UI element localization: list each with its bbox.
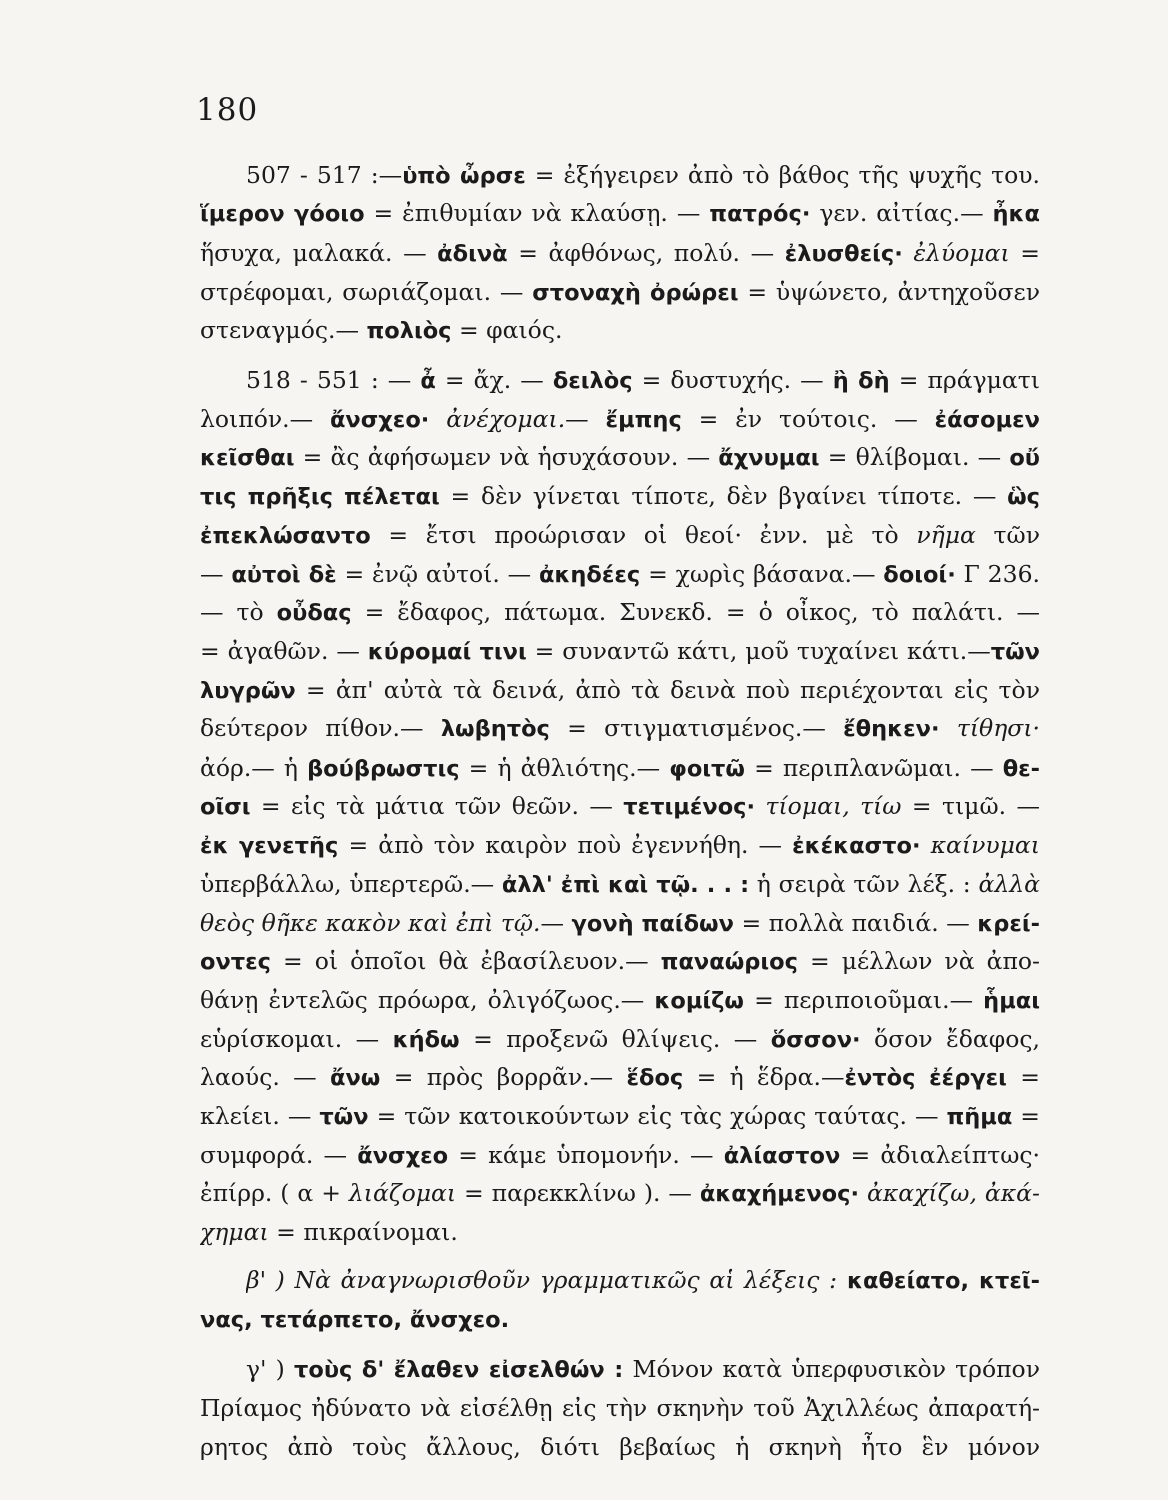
- gloss-text: ἡ σειρὰ τῶν λέξ. :: [749, 870, 979, 898]
- gloss-text: = ἐν τούτοις. —: [681, 405, 935, 433]
- gloss-text: λαούς. —: [200, 1063, 331, 1091]
- gloss-text: θάνῃ ἐντελῶς πρόωρα, ὀλιγόζωος.—: [200, 986, 655, 1014]
- text-line: [200, 1140, 1040, 1170]
- gloss-text: = περιποιοῦμαι.—: [744, 986, 984, 1014]
- gloss-text: = περιπλανῶμαι. —: [744, 754, 1003, 782]
- text-line: [200, 1217, 1040, 1247]
- gloss-text: ἀόρ.— ἡ: [200, 754, 308, 782]
- gloss-text: = ἐνῷ αὐτοί. —: [336, 560, 539, 588]
- headword: ἕδος: [626, 1065, 684, 1091]
- text-line: [200, 1432, 1040, 1462]
- headword: τῶν: [319, 1104, 369, 1130]
- gloss-text: ἥσυχα, μαλακά. —: [200, 239, 438, 267]
- headword: πολιὸς: [366, 318, 452, 344]
- headword: ἀκαχήμενος·: [699, 1181, 860, 1207]
- gloss-text: = ἀγαθῶν. —: [200, 637, 368, 665]
- gloss-text: = τῶν κατοικούντων εἰς τὰς χώρας ταύτας. —: [368, 1102, 947, 1130]
- gloss-text: Μόνον κατὰ ὑπερφυσικὸν τρόπον: [632, 1355, 1040, 1383]
- gloss-text: = ἐξήγειρεν ἀπὸ τὸ βάθος τῆς ψυχῆς του.: [534, 161, 1040, 189]
- text-line: [200, 1178, 1040, 1208]
- gloss-text: = μέλλων νὰ ἀπο-: [797, 947, 1040, 975]
- headword: κεῖσθαι: [200, 445, 295, 471]
- text-line: [246, 1354, 1040, 1384]
- headword: ἐλυσθείς·: [784, 241, 903, 267]
- headword: ἔμπης: [605, 407, 682, 433]
- headword: ἦκα: [992, 201, 1040, 227]
- gloss-text: =: [1009, 239, 1040, 267]
- text-line: [200, 404, 1040, 434]
- gloss-text: = ἂς ἀφήσωμεν νὰ ἡσυχάσουν. —: [294, 443, 719, 471]
- text-line: [200, 1101, 1040, 1131]
- headword: ἐντὸς ἐέργει: [844, 1065, 1007, 1091]
- gloss-text: στρέφομαι, σωριάζομαι. —: [200, 278, 533, 306]
- headword: ἄχνυμαι: [718, 445, 820, 471]
- italic-form: λιάζομαι: [348, 1179, 457, 1207]
- text-line: [200, 315, 1040, 345]
- headword: ἵμερον γόοιο: [200, 201, 365, 227]
- headword: ἐκ γενετῆς: [200, 833, 339, 859]
- text-line: [200, 1062, 1040, 1092]
- italic-form: ἀκαχίζω, ἀκά-: [859, 1179, 1040, 1207]
- text-line: [200, 830, 1040, 860]
- text-line: [200, 520, 1040, 550]
- text-line: [200, 869, 1040, 899]
- headword: δειλὸς: [552, 368, 633, 394]
- text-line: [200, 1024, 1040, 1054]
- gloss-text: = ἐπιθυμίαν νὰ κλαύσῃ. —: [364, 199, 710, 227]
- italic-form: ἐλύομαι: [902, 239, 1010, 267]
- gloss-text: = ἄχ. —: [435, 366, 553, 394]
- gloss-text: = πράγματι: [889, 366, 1040, 394]
- headword: ἧμαι: [983, 988, 1040, 1014]
- italic-form: τίθησι·: [939, 714, 1040, 742]
- text-line: [200, 636, 1040, 666]
- gloss-text: = φαιός.: [451, 316, 563, 344]
- gloss-text: = θλίβομαι. —: [819, 443, 1010, 471]
- gloss-text: συμφορά. —: [200, 1141, 358, 1169]
- headword: κύρομαί τινι: [367, 639, 527, 665]
- gloss-text: 518 - 551 : —: [246, 366, 421, 394]
- italic-form: ἀλλὰ: [978, 870, 1040, 898]
- gloss-text: λοιπόν.—: [200, 405, 330, 433]
- gloss-text: 507 - 517 :—: [246, 161, 403, 189]
- gloss-text: = ἀφθόνως, πολύ. —: [507, 239, 785, 267]
- headword: οῖσι: [200, 794, 251, 820]
- headword: νας, τετάρπετο, ἄνσχεο.: [200, 1307, 510, 1333]
- headword: αὐτοὶ δὲ: [231, 562, 337, 588]
- gloss-text: = συναντῶ κάτι, μοῦ τυχαίνει κάτι.—: [526, 637, 991, 665]
- headword: ἆ: [420, 368, 436, 394]
- headword: ἐπεκλώσαντο: [200, 523, 371, 549]
- gloss-text: —: [565, 405, 606, 433]
- gloss-text: ρητος ἀπὸ τοὺς ἄλλους, διότι βεβαίως ἡ σκηνὴ ἦτο ἓν μόνον: [200, 1433, 1040, 1461]
- text-line: [200, 238, 1040, 268]
- headword: παναώριος: [660, 949, 798, 975]
- headword: γονὴ παίδων: [571, 911, 734, 937]
- gloss-text: εὑρίσκομαι. —: [200, 1025, 393, 1053]
- gloss-text: = πολλὰ παιδιά. —: [733, 909, 978, 937]
- gloss-text: δεύτερον πίθον.—: [200, 714, 441, 742]
- gloss-text: = πρὸς βορρᾶν.—: [380, 1063, 627, 1091]
- text-line: [246, 365, 1040, 395]
- gloss-text: = ἀδιαλείπτως·: [840, 1141, 1040, 1169]
- gloss-text: τῶν: [993, 521, 1040, 549]
- headword: θε-: [1002, 756, 1040, 782]
- italic-form: θεὸς θῆκε κακὸν καὶ ἐπὶ τῷ.: [200, 909, 541, 937]
- text-line: [246, 1265, 1040, 1295]
- gloss-text: =: [1020, 1063, 1040, 1091]
- headword: ὣς: [1007, 484, 1040, 510]
- italic-form: χημαι: [200, 1218, 269, 1246]
- gloss-text: ὑπερβάλλω, ὑπερτερῶ.—: [200, 870, 502, 898]
- gloss-text: = ἀπ' αὐτὰ τὰ δεινά, ἀπὸ τὰ δεινὰ ποὺ περιέχονται εἰς τὸν: [295, 676, 1040, 704]
- gloss-text: Γ 236.: [955, 560, 1040, 588]
- headword: κομίζω: [654, 988, 744, 1014]
- gloss-text: Πρίαμος ἠδύνατο νὰ εἰσέλθῃ εἰς τὴν σκηνὴν τοῦ Ἀχιλλέως ἀπαρατή-: [200, 1394, 1040, 1422]
- text-line: [200, 791, 1040, 821]
- gloss-text: ἐπίρρ. ( α +: [200, 1179, 349, 1207]
- headword: τῶν: [990, 639, 1040, 665]
- gloss-text: = τιμῶ. —: [901, 792, 1040, 820]
- gloss-text: = προξενῶ θλίψεις. —: [459, 1025, 771, 1053]
- headword: ἢ δὴ: [832, 368, 890, 394]
- gloss-text: =: [1012, 1102, 1040, 1130]
- text-line: [200, 675, 1040, 705]
- headword: τετιμένος·: [623, 794, 756, 820]
- gloss-text: = οἱ ὁποῖοι θὰ ἐβασίλευον.—: [271, 947, 661, 975]
- text-line: [200, 753, 1040, 783]
- gloss-text: = παρεκκλίνω ). —: [456, 1179, 700, 1207]
- headword: ἄνω: [330, 1065, 381, 1091]
- text-line: [200, 481, 1040, 511]
- headword: ἄνσχεο·: [329, 407, 430, 433]
- text-line: [200, 597, 1040, 627]
- text-line: [200, 277, 1040, 307]
- headword: φοιτῶ: [669, 756, 745, 782]
- text-line: [200, 946, 1040, 976]
- headword: ἀδινὰ: [437, 241, 508, 267]
- gloss-text: —: [540, 909, 572, 937]
- gloss-text: = στιγματισμένος.—: [549, 714, 844, 742]
- headword: οντες: [200, 949, 272, 975]
- gloss-text: — τὸ: [200, 598, 277, 626]
- gloss-text: κλείει. —: [200, 1102, 320, 1130]
- text-line: [200, 713, 1040, 743]
- italic-form: καίνυμαι: [920, 831, 1040, 859]
- gloss-text: = ὑψώνετο, ἀντηχοῦσεν: [747, 278, 1040, 306]
- gloss-text: στεναγμός.—: [200, 316, 367, 344]
- headword: οὔ: [1009, 445, 1040, 471]
- headword: καθείατο, κτεῖ-: [837, 1268, 1040, 1294]
- headword: ἐάσομεν: [934, 407, 1040, 433]
- gloss-text: = εἰς τὰ μάτια τῶν θεῶν. —: [250, 792, 624, 820]
- headword: οὖδας: [276, 600, 352, 626]
- text-line: [200, 908, 1040, 938]
- gloss-text: = δὲν γίνεται τίποτε, δὲν βγαίνει τίποτε. —: [439, 482, 1008, 510]
- gloss-text: = ἡ ἕδρα.—: [683, 1063, 845, 1091]
- text-line: [200, 985, 1040, 1015]
- gloss-text: = ἔτσι προώρισαν οἱ θεοί· ἐνν. μὲ τὸ: [370, 521, 917, 549]
- headword: βούβρωστις: [307, 756, 460, 782]
- text-line: [200, 559, 1040, 589]
- gloss-text: γεν. αἰτίας.—: [810, 199, 993, 227]
- headword: ἀκηδέες: [538, 562, 641, 588]
- headword: λυγρῶν: [200, 678, 296, 704]
- text-line: [200, 1393, 1040, 1423]
- text-line: [246, 160, 1040, 190]
- text-line: [200, 1304, 1040, 1334]
- italic-form: νῆμα: [916, 521, 976, 549]
- italic-form: β' ) Νὰ ἀναγνωρισθοῦν γραμματικῶς αἱ λέξεις :: [246, 1266, 838, 1294]
- headword: ἀλλ' ἐπὶ καὶ τῷ. . . :: [501, 872, 750, 898]
- gloss-text: ὅσον ἔδαφος,: [874, 1025, 1040, 1053]
- text-line: [200, 442, 1040, 472]
- gloss-text: = ἔδαφος, πάτωμα. Συνεκδ. = ὁ οἶκος, τὸ παλάτι. —: [351, 598, 1040, 626]
- gloss-text: γ' ): [246, 1355, 295, 1383]
- italic-form: τίομαι, τίω: [755, 792, 902, 820]
- headword: πῆμα: [946, 1104, 1013, 1130]
- headword: ἀλίαστον: [723, 1143, 841, 1169]
- headword: λωβητὸς: [440, 716, 550, 742]
- headword: τοὺς δ' ἔλαθεν εἰσελθών :: [294, 1357, 624, 1383]
- gloss-text: = ἀπὸ τὸν καιρὸν ποὺ ἐγεννήθη. —: [338, 831, 793, 859]
- headword: στοναχὴ ὀρώρει: [532, 280, 739, 306]
- headword: ὑπὸ ὦρσε: [402, 163, 526, 189]
- gloss-text: = χωρὶς βάσανα.—: [640, 560, 884, 588]
- headword: κρεί-: [977, 911, 1040, 937]
- headword: ὅσσον·: [770, 1027, 861, 1053]
- text-line: [200, 198, 1040, 228]
- headword: τις πρῆξις πέλεται: [200, 484, 440, 510]
- gloss-text: = δυστυχής. —: [632, 366, 833, 394]
- italic-form: ἀνέχομαι.: [429, 405, 566, 433]
- headword: ἄνσχεο: [357, 1143, 449, 1169]
- headword: ἔθηκεν·: [843, 716, 940, 742]
- gloss-text: = ἡ ἀθλιότης.—: [459, 754, 670, 782]
- page-number: 180: [196, 92, 259, 128]
- headword: κήδω: [392, 1027, 460, 1053]
- gloss-text: —: [200, 560, 232, 588]
- headword: δοιοί·: [883, 562, 956, 588]
- headword: ἐκέκαστο·: [792, 833, 921, 859]
- headword: πατρός·: [709, 201, 811, 227]
- gloss-text: = πικραίνομαι.: [268, 1218, 458, 1246]
- gloss-text: = κάμε ὑπομονήν. —: [448, 1141, 724, 1169]
